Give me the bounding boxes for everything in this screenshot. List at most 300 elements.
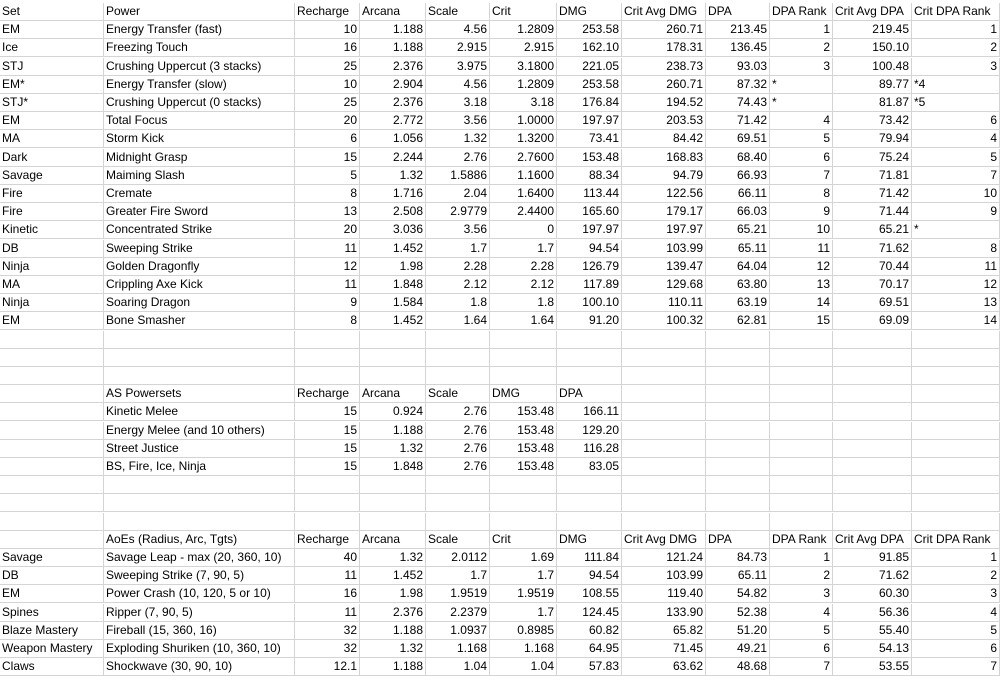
cell-H13[interactable]: 197.97 (622, 221, 706, 239)
cell-D12[interactable]: 2.508 (360, 203, 426, 221)
cell-L18[interactable]: 14 (912, 312, 1000, 330)
cell-H11[interactable]: 122.56 (622, 185, 706, 203)
cell-F19[interactable] (490, 331, 557, 349)
cell-B19[interactable] (104, 331, 295, 349)
cell-G34[interactable]: 124.45 (557, 604, 622, 622)
cell-B28[interactable] (104, 494, 295, 512)
cell-E22[interactable]: Scale (426, 385, 490, 403)
cell-C5[interactable]: 10 (295, 76, 360, 94)
cell-H8[interactable]: 84.42 (622, 130, 706, 148)
cell-E11[interactable]: 2.04 (426, 185, 490, 203)
cell-I11[interactable]: 66.11 (706, 185, 770, 203)
cell-J34[interactable]: 4 (770, 604, 833, 622)
cell-F30[interactable]: Crit (490, 531, 557, 549)
cell-C32[interactable]: 11 (295, 567, 360, 585)
cell-F23[interactable]: 153.48 (490, 403, 557, 421)
cell-E10[interactable]: 1.5886 (426, 167, 490, 185)
cell-K18[interactable]: 69.09 (833, 312, 912, 330)
cell-A36[interactable]: Weapon Mastery (0, 640, 104, 658)
cell-G17[interactable]: 100.10 (557, 294, 622, 312)
cell-K33[interactable]: 60.30 (833, 585, 912, 603)
cell-J29[interactable] (770, 513, 833, 531)
cell-E28[interactable] (426, 494, 490, 512)
cell-L5[interactable]: *4 (912, 76, 1000, 94)
cell-E26[interactable]: 2.76 (426, 458, 490, 476)
cell-J11[interactable]: 8 (770, 185, 833, 203)
cell-J30[interactable]: DPA Rank (770, 531, 833, 549)
cell-D37[interactable]: 1.188 (360, 658, 426, 676)
cell-H17[interactable]: 110.11 (622, 294, 706, 312)
cell-I27[interactable] (706, 476, 770, 494)
cell-G28[interactable] (557, 494, 622, 512)
cell-I34[interactable]: 52.38 (706, 604, 770, 622)
cell-B36[interactable]: Exploding Shuriken (10, 360, 10) (104, 640, 295, 658)
cell-I18[interactable]: 62.81 (706, 312, 770, 330)
cell-E36[interactable]: 1.168 (426, 640, 490, 658)
cell-I22[interactable] (706, 385, 770, 403)
cell-K21[interactable] (833, 367, 912, 385)
cell-L4[interactable]: 3 (912, 58, 1000, 76)
cell-I7[interactable]: 71.42 (706, 112, 770, 130)
cell-K10[interactable]: 71.81 (833, 167, 912, 185)
cell-D15[interactable]: 1.98 (360, 258, 426, 276)
cell-K28[interactable] (833, 494, 912, 512)
cell-G25[interactable]: 116.28 (557, 440, 622, 458)
cell-H1[interactable]: Crit Avg DMG (622, 3, 706, 21)
cell-I12[interactable]: 66.03 (706, 203, 770, 221)
cell-I23[interactable] (706, 403, 770, 421)
cell-J7[interactable]: 4 (770, 112, 833, 130)
cell-G33[interactable]: 108.55 (557, 585, 622, 603)
cell-C23[interactable]: 15 (295, 403, 360, 421)
cell-J27[interactable] (770, 476, 833, 494)
cell-H24[interactable] (622, 422, 706, 440)
cell-A32[interactable]: DB (0, 567, 104, 585)
cell-K11[interactable]: 71.42 (833, 185, 912, 203)
cell-B9[interactable]: Midnight Grasp (104, 149, 295, 167)
cell-E14[interactable]: 1.7 (426, 240, 490, 258)
cell-C26[interactable]: 15 (295, 458, 360, 476)
cell-D3[interactable]: 1.188 (360, 39, 426, 57)
cell-C29[interactable] (295, 513, 360, 531)
cell-A1[interactable]: Set (0, 3, 104, 21)
cell-J4[interactable]: 3 (770, 58, 833, 76)
cell-F8[interactable]: 1.3200 (490, 130, 557, 148)
cell-I16[interactable]: 63.80 (706, 276, 770, 294)
cell-F22[interactable]: DMG (490, 385, 557, 403)
cell-E7[interactable]: 3.56 (426, 112, 490, 130)
cell-L13[interactable]: * (912, 221, 1000, 239)
cell-I30[interactable]: DPA (706, 531, 770, 549)
cell-F4[interactable]: 3.1800 (490, 58, 557, 76)
cell-G3[interactable]: 162.10 (557, 39, 622, 57)
cell-D6[interactable]: 2.376 (360, 94, 426, 112)
cell-J14[interactable]: 11 (770, 240, 833, 258)
cell-J13[interactable]: 10 (770, 221, 833, 239)
cell-H26[interactable] (622, 458, 706, 476)
cell-A14[interactable]: DB (0, 240, 104, 258)
cell-C25[interactable]: 15 (295, 440, 360, 458)
cell-K23[interactable] (833, 403, 912, 421)
cell-D30[interactable]: Arcana (360, 531, 426, 549)
cell-B35[interactable]: Fireball (15, 360, 16) (104, 622, 295, 640)
cell-B25[interactable]: Street Justice (104, 440, 295, 458)
cell-L20[interactable] (912, 349, 1000, 367)
cell-D22[interactable]: Arcana (360, 385, 426, 403)
cell-F2[interactable]: 1.2809 (490, 21, 557, 39)
cell-K32[interactable]: 71.62 (833, 567, 912, 585)
cell-A28[interactable] (0, 494, 104, 512)
cell-A3[interactable]: Ice (0, 39, 104, 57)
cell-A27[interactable] (0, 476, 104, 494)
cell-G18[interactable]: 91.20 (557, 312, 622, 330)
cell-C35[interactable]: 32 (295, 622, 360, 640)
cell-H37[interactable]: 63.62 (622, 658, 706, 676)
cell-L7[interactable]: 6 (912, 112, 1000, 130)
cell-L16[interactable]: 12 (912, 276, 1000, 294)
cell-D8[interactable]: 1.056 (360, 130, 426, 148)
cell-I37[interactable]: 48.68 (706, 658, 770, 676)
cell-J24[interactable] (770, 422, 833, 440)
cell-K35[interactable]: 55.40 (833, 622, 912, 640)
cell-D13[interactable]: 3.036 (360, 221, 426, 239)
cell-L14[interactable]: 8 (912, 240, 1000, 258)
cell-G32[interactable]: 94.54 (557, 567, 622, 585)
cell-H28[interactable] (622, 494, 706, 512)
cell-B1[interactable]: Power (104, 3, 295, 21)
cell-A31[interactable]: Savage (0, 549, 104, 567)
cell-F37[interactable]: 1.04 (490, 658, 557, 676)
cell-C6[interactable]: 25 (295, 94, 360, 112)
cell-J21[interactable] (770, 367, 833, 385)
cell-A17[interactable]: Ninja (0, 294, 104, 312)
cell-K9[interactable]: 75.24 (833, 149, 912, 167)
cell-B18[interactable]: Bone Smasher (104, 312, 295, 330)
cell-D4[interactable]: 2.376 (360, 58, 426, 76)
cell-A6[interactable]: STJ* (0, 94, 104, 112)
cell-G22[interactable]: DPA (557, 385, 622, 403)
cell-K29[interactable] (833, 513, 912, 531)
cell-A19[interactable] (0, 331, 104, 349)
cell-K30[interactable]: Crit Avg DPA (833, 531, 912, 549)
cell-C2[interactable]: 10 (295, 21, 360, 39)
cell-F32[interactable]: 1.7 (490, 567, 557, 585)
cell-I10[interactable]: 66.93 (706, 167, 770, 185)
cell-C24[interactable]: 15 (295, 422, 360, 440)
cell-K7[interactable]: 73.42 (833, 112, 912, 130)
cell-H7[interactable]: 203.53 (622, 112, 706, 130)
cell-D18[interactable]: 1.452 (360, 312, 426, 330)
cell-L34[interactable]: 4 (912, 604, 1000, 622)
cell-L30[interactable]: Crit DPA Rank (912, 531, 1000, 549)
cell-H14[interactable]: 103.99 (622, 240, 706, 258)
cell-I3[interactable]: 136.45 (706, 39, 770, 57)
cell-G23[interactable]: 166.11 (557, 403, 622, 421)
cell-I17[interactable]: 63.19 (706, 294, 770, 312)
cell-I36[interactable]: 49.21 (706, 640, 770, 658)
cell-D14[interactable]: 1.452 (360, 240, 426, 258)
cell-B10[interactable]: Maiming Slash (104, 167, 295, 185)
cell-L1[interactable]: Crit DPA Rank (912, 3, 1000, 21)
cell-L33[interactable]: 3 (912, 585, 1000, 603)
cell-C1[interactable]: Recharge (295, 3, 360, 21)
cell-H19[interactable] (622, 331, 706, 349)
cell-L3[interactable]: 2 (912, 39, 1000, 57)
cell-E6[interactable]: 3.18 (426, 94, 490, 112)
cell-C21[interactable] (295, 367, 360, 385)
cell-G5[interactable]: 253.58 (557, 76, 622, 94)
cell-G10[interactable]: 88.34 (557, 167, 622, 185)
cell-E37[interactable]: 1.04 (426, 658, 490, 676)
cell-A7[interactable]: EM (0, 112, 104, 130)
cell-K8[interactable]: 79.94 (833, 130, 912, 148)
cell-A5[interactable]: EM* (0, 76, 104, 94)
cell-C9[interactable]: 15 (295, 149, 360, 167)
cell-D36[interactable]: 1.32 (360, 640, 426, 658)
cell-E3[interactable]: 2.915 (426, 39, 490, 57)
cell-F6[interactable]: 3.18 (490, 94, 557, 112)
cell-A30[interactable] (0, 531, 104, 549)
cell-K36[interactable]: 54.13 (833, 640, 912, 658)
cell-J32[interactable]: 2 (770, 567, 833, 585)
cell-G12[interactable]: 165.60 (557, 203, 622, 221)
cell-I19[interactable] (706, 331, 770, 349)
cell-A18[interactable]: EM (0, 312, 104, 330)
cell-J35[interactable]: 5 (770, 622, 833, 640)
cell-G31[interactable]: 111.84 (557, 549, 622, 567)
cell-L9[interactable]: 5 (912, 149, 1000, 167)
cell-G14[interactable]: 94.54 (557, 240, 622, 258)
cell-H9[interactable]: 168.83 (622, 149, 706, 167)
cell-L15[interactable]: 11 (912, 258, 1000, 276)
cell-F11[interactable]: 1.6400 (490, 185, 557, 203)
cell-C15[interactable]: 12 (295, 258, 360, 276)
cell-A24[interactable] (0, 422, 104, 440)
cell-A33[interactable]: EM (0, 585, 104, 603)
cell-L12[interactable]: 9 (912, 203, 1000, 221)
cell-J6[interactable]: * (770, 94, 833, 112)
cell-F31[interactable]: 1.69 (490, 549, 557, 567)
cell-G9[interactable]: 153.48 (557, 149, 622, 167)
cell-F16[interactable]: 2.12 (490, 276, 557, 294)
cell-B26[interactable]: BS, Fire, Ice, Ninja (104, 458, 295, 476)
cell-E35[interactable]: 1.0937 (426, 622, 490, 640)
cell-J18[interactable]: 15 (770, 312, 833, 330)
cell-H29[interactable] (622, 513, 706, 531)
cell-F17[interactable]: 1.8 (490, 294, 557, 312)
cell-E33[interactable]: 1.9519 (426, 585, 490, 603)
cell-A16[interactable]: MA (0, 276, 104, 294)
cell-G19[interactable] (557, 331, 622, 349)
cell-I15[interactable]: 64.04 (706, 258, 770, 276)
cell-B15[interactable]: Golden Dragonfly (104, 258, 295, 276)
cell-H12[interactable]: 179.17 (622, 203, 706, 221)
cell-A20[interactable] (0, 349, 104, 367)
cell-I14[interactable]: 65.11 (706, 240, 770, 258)
cell-L27[interactable] (912, 476, 1000, 494)
cell-C16[interactable]: 11 (295, 276, 360, 294)
cell-F5[interactable]: 1.2809 (490, 76, 557, 94)
cell-L29[interactable] (912, 513, 1000, 531)
cell-E30[interactable]: Scale (426, 531, 490, 549)
cell-G13[interactable]: 197.97 (557, 221, 622, 239)
cell-F10[interactable]: 1.1600 (490, 167, 557, 185)
cell-I29[interactable] (706, 513, 770, 531)
cell-B4[interactable]: Crushing Uppercut (3 stacks) (104, 58, 295, 76)
cell-E31[interactable]: 2.0112 (426, 549, 490, 567)
cell-D19[interactable] (360, 331, 426, 349)
cell-I26[interactable] (706, 458, 770, 476)
cell-L24[interactable] (912, 422, 1000, 440)
cell-H32[interactable]: 103.99 (622, 567, 706, 585)
cell-J8[interactable]: 5 (770, 130, 833, 148)
cell-H5[interactable]: 260.71 (622, 76, 706, 94)
cell-D7[interactable]: 2.772 (360, 112, 426, 130)
cell-E21[interactable] (426, 367, 490, 385)
cell-B2[interactable]: Energy Transfer (fast) (104, 21, 295, 39)
cell-C17[interactable]: 9 (295, 294, 360, 312)
cell-D32[interactable]: 1.452 (360, 567, 426, 585)
cell-D2[interactable]: 1.188 (360, 21, 426, 39)
cell-J31[interactable]: 1 (770, 549, 833, 567)
cell-J36[interactable]: 6 (770, 640, 833, 658)
cell-D26[interactable]: 1.848 (360, 458, 426, 476)
cell-B22[interactable]: AS Powersets (104, 385, 295, 403)
cell-B8[interactable]: Storm Kick (104, 130, 295, 148)
cell-K27[interactable] (833, 476, 912, 494)
cell-F9[interactable]: 2.7600 (490, 149, 557, 167)
cell-C22[interactable]: Recharge (295, 385, 360, 403)
cell-D20[interactable] (360, 349, 426, 367)
cell-I9[interactable]: 68.40 (706, 149, 770, 167)
cell-H21[interactable] (622, 367, 706, 385)
cell-E16[interactable]: 2.12 (426, 276, 490, 294)
cell-D33[interactable]: 1.98 (360, 585, 426, 603)
cell-B7[interactable]: Total Focus (104, 112, 295, 130)
cell-C4[interactable]: 25 (295, 58, 360, 76)
cell-A21[interactable] (0, 367, 104, 385)
cell-J3[interactable]: 2 (770, 39, 833, 57)
cell-F7[interactable]: 1.0000 (490, 112, 557, 130)
cell-D5[interactable]: 2.904 (360, 76, 426, 94)
cell-C20[interactable] (295, 349, 360, 367)
cell-I5[interactable]: 87.32 (706, 76, 770, 94)
cell-F12[interactable]: 2.4400 (490, 203, 557, 221)
cell-A35[interactable]: Blaze Mastery (0, 622, 104, 640)
cell-I13[interactable]: 65.21 (706, 221, 770, 239)
cell-K22[interactable] (833, 385, 912, 403)
cell-B3[interactable]: Freezing Touch (104, 39, 295, 57)
cell-E4[interactable]: 3.975 (426, 58, 490, 76)
cell-E2[interactable]: 4.56 (426, 21, 490, 39)
cell-H6[interactable]: 194.52 (622, 94, 706, 112)
cell-B16[interactable]: Crippling Axe Kick (104, 276, 295, 294)
cell-B34[interactable]: Ripper (7, 90, 5) (104, 604, 295, 622)
cell-L23[interactable] (912, 403, 1000, 421)
cell-L21[interactable] (912, 367, 1000, 385)
cell-D17[interactable]: 1.584 (360, 294, 426, 312)
cell-F24[interactable]: 153.48 (490, 422, 557, 440)
cell-K37[interactable]: 53.55 (833, 658, 912, 676)
cell-F33[interactable]: 1.9519 (490, 585, 557, 603)
cell-J16[interactable]: 13 (770, 276, 833, 294)
cell-G35[interactable]: 60.82 (557, 622, 622, 640)
cell-I35[interactable]: 51.20 (706, 622, 770, 640)
cell-B21[interactable] (104, 367, 295, 385)
cell-L22[interactable] (912, 385, 1000, 403)
cell-C27[interactable] (295, 476, 360, 494)
cell-L37[interactable]: 7 (912, 658, 1000, 676)
cell-D10[interactable]: 1.32 (360, 167, 426, 185)
cell-L26[interactable] (912, 458, 1000, 476)
cell-J19[interactable] (770, 331, 833, 349)
cell-K31[interactable]: 91.85 (833, 549, 912, 567)
cell-C12[interactable]: 13 (295, 203, 360, 221)
cell-A15[interactable]: Ninja (0, 258, 104, 276)
cell-C36[interactable]: 32 (295, 640, 360, 658)
cell-K25[interactable] (833, 440, 912, 458)
cell-E25[interactable]: 2.76 (426, 440, 490, 458)
cell-J23[interactable] (770, 403, 833, 421)
cell-C10[interactable]: 5 (295, 167, 360, 185)
cell-E20[interactable] (426, 349, 490, 367)
cell-L2[interactable]: 1 (912, 21, 1000, 39)
cell-F34[interactable]: 1.7 (490, 604, 557, 622)
cell-H10[interactable]: 94.79 (622, 167, 706, 185)
cell-A26[interactable] (0, 458, 104, 476)
cell-G29[interactable] (557, 513, 622, 531)
cell-K15[interactable]: 70.44 (833, 258, 912, 276)
cell-B29[interactable] (104, 513, 295, 531)
cell-K16[interactable]: 70.17 (833, 276, 912, 294)
cell-J20[interactable] (770, 349, 833, 367)
cell-H15[interactable]: 139.47 (622, 258, 706, 276)
cell-F29[interactable] (490, 513, 557, 531)
cell-C13[interactable]: 20 (295, 221, 360, 239)
cell-C7[interactable]: 20 (295, 112, 360, 130)
cell-G24[interactable]: 129.20 (557, 422, 622, 440)
cell-D31[interactable]: 1.32 (360, 549, 426, 567)
cell-J25[interactable] (770, 440, 833, 458)
cell-D21[interactable] (360, 367, 426, 385)
cell-E12[interactable]: 2.9779 (426, 203, 490, 221)
cell-G2[interactable]: 253.58 (557, 21, 622, 39)
cell-K34[interactable]: 56.36 (833, 604, 912, 622)
cell-E18[interactable]: 1.64 (426, 312, 490, 330)
cell-A11[interactable]: Fire (0, 185, 104, 203)
cell-D9[interactable]: 2.244 (360, 149, 426, 167)
cell-H22[interactable] (622, 385, 706, 403)
cell-B37[interactable]: Shockwave (30, 90, 10) (104, 658, 295, 676)
cell-F36[interactable]: 1.168 (490, 640, 557, 658)
cell-D34[interactable]: 2.376 (360, 604, 426, 622)
cell-F14[interactable]: 1.7 (490, 240, 557, 258)
cell-F25[interactable]: 153.48 (490, 440, 557, 458)
cell-I20[interactable] (706, 349, 770, 367)
cell-L10[interactable]: 7 (912, 167, 1000, 185)
cell-A22[interactable] (0, 385, 104, 403)
cell-J17[interactable]: 14 (770, 294, 833, 312)
cell-E23[interactable]: 2.76 (426, 403, 490, 421)
cell-K14[interactable]: 71.62 (833, 240, 912, 258)
cell-J22[interactable] (770, 385, 833, 403)
cell-K4[interactable]: 100.48 (833, 58, 912, 76)
cell-J9[interactable]: 6 (770, 149, 833, 167)
cell-J5[interactable]: * (770, 76, 833, 94)
cell-C3[interactable]: 16 (295, 39, 360, 57)
cell-E24[interactable]: 2.76 (426, 422, 490, 440)
cell-I25[interactable] (706, 440, 770, 458)
